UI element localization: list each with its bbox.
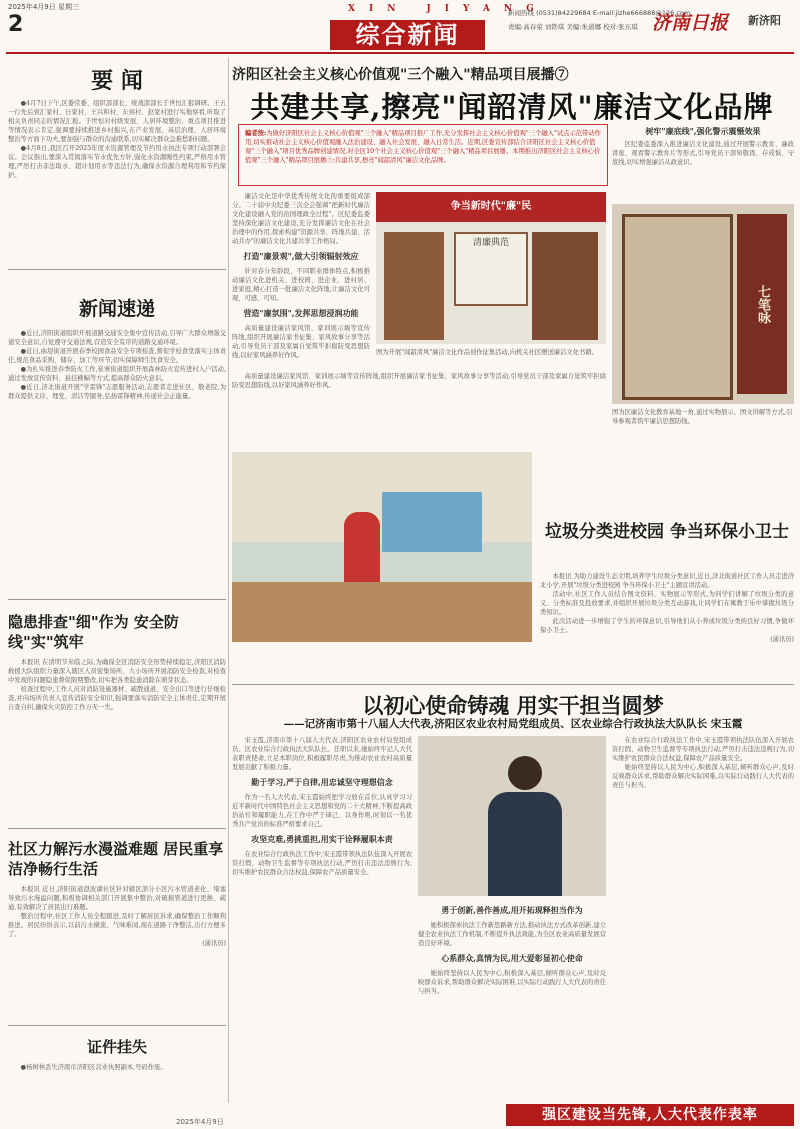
feature-photo-1-caption: 图为开展"闻韶清风"廉洁文化作品创作征集活动,向机关社区赠送廉洁文化书籍。	[376, 349, 598, 356]
feature2-subhead: 攻坚克难,勇挑重担,用实干诠释履职本责	[251, 834, 393, 844]
vertical-banner: 七笔咏	[737, 214, 787, 394]
feature-subhead: 营造"廉氛围",发挥思想浸润功能	[243, 308, 359, 318]
feature2-subtitle: ——记济南市第十八届人大代表,济阳区农业农村局党组成员、区农业综合行政执法大队队长 宋玉霞	[283, 718, 743, 730]
feature2-subhead: 勤于学习,严于自律,用忠诚坚守理想信念	[251, 777, 393, 787]
classroom-photo	[232, 452, 532, 642]
feature-photo-2-caption: 图为区廉洁文化教育基地一角,通过实物展示、图文讲解等方式,引导参观者筑牢廉洁思想防线。	[612, 409, 793, 425]
kuaidi-body	[8, 329, 226, 599]
kuaidi-paragraph: ●近日,济阳街道组织开展道路交通安全集中宣传活动,引导广大群众增强交通安全意识,自觉遵守交通法规,营造安全有序的道路交通环境。	[8, 330, 226, 346]
divider	[8, 1025, 226, 1026]
feature2-paragraph: 在农业综合行政执法工作中,宋玉霞带领执法队伍深入开展农资打假、动物卫生监督等专项执法行动,严厉打击违法违规行为,切实维护农民群众合法权益,保障农产品质量安全。	[612, 737, 794, 762]
header-divider	[6, 52, 794, 54]
feature2-paragraph: 她始终坚持以人民为中心,积极深入基层,倾听群众心声,及时反映群众诉求,帮助群众解决实际困难,以实际行动践行人大代表的责任与担当。	[418, 970, 606, 995]
wall-panel	[622, 214, 733, 400]
feature-subhead: 打造"廉景观",做大引领辐射效应	[243, 251, 359, 261]
shelf	[532, 232, 598, 340]
feature2-col2	[418, 900, 606, 1105]
feature2-col3	[612, 736, 794, 1096]
divider	[8, 828, 226, 829]
editors-line: 责编:高春荣 刘铁琪 美编:朱道娜 校对:张东琪	[508, 23, 638, 31]
bottom-banner: 强区建设当先锋,人大代表作表率	[506, 1104, 794, 1126]
zhengshu-body	[8, 1063, 226, 1072]
yaowen-paragraph: ●4月7日下午,区委常委、组织部部长、统战部部长于世恒汇报调研。王五一行先后到汇家村、日家村、王兴和村、东侯村、赵家村进行实地察看,听取了相关负责同志的情况汇报。于世恒对村级发展、人居环境整治、重点项目推进等情况表示肯定,强调要持续推进乡村振兴,在产业发展、基层治理、人居环境整治等方面下功夫,要加强与群众的沟通联系,切实解决群众急难愁盼问题。	[8, 100, 226, 143]
feature2-subhead: 勇于创新,善作善成,用开拓现释担当作为	[441, 905, 583, 915]
divider	[232, 684, 794, 685]
masthead-logo: 济南日报	[652, 12, 729, 34]
feature-photo-2	[612, 204, 794, 404]
kuaidi-paragraph: ●近日,曲堤街道开展春季校园食品安全专项检查,督促学校食堂落实主体责任,规范食品采购、储存、加工等环节,切实保障师生饮食安全。	[8, 348, 226, 364]
feature-paragraph: 高质量建设廉洁家风馆、家训展示墙等宣传阵地,组织开展廉洁家书征集、家风故事分享等活动,引导党员干部及家属自觉筑牢拒腐防变思想防线,以好家风涵养好作风。	[232, 373, 606, 389]
column-rule	[228, 58, 229, 1103]
trash-body	[540, 572, 794, 672]
feature-paragraph: 廉洁文化是中华优秀传统文化的重要组成部分。二十届中央纪委三次全会强调"把新时代廉洁文化建设融入党的治国理政全过程"。区纪委监委坚持深化廉洁文化建设,充分发挥廉洁文化在社会治理中的作用,探索构建"资源共享、阵地共建、活动共办"的廉洁文化共建共享工作格局。	[232, 193, 370, 245]
feature2-paragraph: 作为一名人大代表,宋玉霞始终把学习放在首位,认真学习习近平新时代中国特色社会主义思想和党的二十大精神,不断提高政治站位和履职能力,在工作中严于律己、以身作则,时刻以一名优秀共产党员的标准严格要求自己。	[232, 794, 412, 828]
divider	[8, 269, 226, 270]
yaowen-paragraph: ●4月8日,我区召开2025年度水资源管理及节约用水执法专项行动部署会议。会议指出,要深入贯彻落实节水优先方针,强化水资源刚性约束,严格用水管理,严厉打击非法取水、超计划用水等违法行为,确保水资源合理利用和节约保护。	[8, 145, 226, 179]
shequ-body	[8, 885, 226, 1025]
trash-paragraph: 活动中,社区工作人员结合图文资料、实物展示等形式,为同学们讲解了垃圾分类的意义、分类标准及投放要求,并组织开展垃圾分类互动游戏,让同学们在寓教于乐中掌握垃圾分类知识。	[540, 591, 794, 616]
page-number: 2	[8, 12, 24, 37]
feature2-paragraph: 她积极探索执法工作新思路新方法,推动执法方式改革创新,建立健全农业执法工作机制,不断提升执法效能,为全区农业高质量发展营造良好环境。	[418, 922, 606, 947]
yinhuan-title: 隐患排查"细"作为 安全防线"实"筑牢	[8, 613, 179, 651]
left-column	[8, 58, 226, 1108]
contact-info: 新闻热线 (0531)84229684 E-mail:jizhe666888@126.com	[508, 9, 691, 17]
editor-note-box	[238, 124, 608, 186]
zhengshu-paragraph: ●杨树林丢失济南市济阳区营业执照副本,号码作废。	[20, 1064, 167, 1071]
shequ-paragraph: 整治过程中,社区工作人员全程跟进,及时了解居民诉求,确保整治工作顺利推进。居民纷纷表示,以前污水横流、气味难闻,现在道路干净整洁,出行方便多了。	[8, 913, 226, 938]
feature-kicker: 济阳区社会主义核心价值观"三个融入"精品项目展播⑦	[232, 67, 569, 83]
masthead-subtitle: 新济阳	[748, 14, 781, 27]
shelf	[384, 232, 444, 340]
body	[488, 792, 562, 896]
zhengshu-title: 证件挂失	[86, 1038, 147, 1056]
feature2-paragraph: 她始终坚持以人民为中心,积极深入基层,倾听群众心声,及时反映群众诉求,帮助群众解决实际困难,以实际行动践行人大代表的责任与担当。	[612, 764, 794, 789]
feature-body-col2	[232, 372, 606, 444]
yinhuan-body	[8, 658, 226, 828]
kuaidi-title: 新闻速递	[78, 298, 155, 320]
desks	[232, 582, 532, 642]
footer-date: 2025年4月9日	[176, 1118, 224, 1126]
shequ-title: 社区力解污水漫溢难题 居民重享洁净畅行生活	[8, 840, 224, 878]
photo-board: 清廉典范	[454, 232, 528, 306]
yinhuan-paragraph: 本报讯 在清明节来临之际,为确保全区消防安全形势持续稳定,济阳区消防救援大队组织力量深入辖区人员密集场所、九小场所开展消防安全检查,对检查中发现的问题隐患督促限期整改,切实把各类隐患消除在萌芽状态。	[8, 659, 226, 684]
feature-photo-1	[376, 192, 606, 344]
screen	[382, 492, 482, 552]
right-body	[612, 140, 794, 200]
feature-title: 共建共享,擦亮"闻韶清风"廉洁文化品牌	[250, 90, 774, 124]
trash-author: (通讯员)	[770, 636, 794, 643]
feature2-col1	[232, 736, 412, 1106]
shequ-author: (通讯员)	[202, 940, 226, 947]
kuaidi-paragraph: ●近日,济北街道开展"学雷锋"志愿服务活动,志愿者走进社区、敬老院,为群众提供义诊、理发、清洁等服务,弘扬雷锋精神,传递社会正能量。	[8, 384, 226, 400]
editor-note-text: 为做好济阳区社会主义核心价值观"三个融入"精品项目推广工作,充分发挥社会主义核心价值观"三个融入"试点示范带动作用,切实推动社会主义核心价值观融入法治建设、融入社会发展、融入日常生活。近期,区委宣传部结合济阳区社会主义核心价值观"三个融入"项目优秀品牌创建情况,对全区10个社会主义核心价值观"三个融入"精品项目展播。本期推出济阳区社会主义核心价值观"三个融入"精品项目展播⑦:共建共享,擦亮"闻韶清风"廉洁文化品牌。	[245, 130, 601, 164]
right-paragraph: 区纪委监委深入推进廉洁文化建设,通过开展警示教育、廉政讲座、观看警示教育片等形式,引导党员干部知敬畏、存戒惧、守底线,切实增强廉洁从政意识。	[612, 141, 794, 166]
yinhuan-paragraph: 检查过程中,工作人员对消防设施器材、疏散通道、安全出口等进行仔细检查,并向场所负责人宣传消防安全知识,强调要落实消防安全主体责任,定期开展自查自纠,确保火灾防控工作万无一失。	[8, 686, 226, 711]
right-subhead: 树牢"廉底线",强化警示震慑效果	[645, 126, 761, 136]
section-title: 综合新闻	[330, 20, 485, 50]
trash-paragraph: 本报讯 为助力建设生态文明,培养学生垃圾分类意识,近日,济北街道社区工作人员走进济北小学,开展"垃圾分类进校园 争当环保小卫士"主题宣讲活动。	[540, 573, 794, 589]
editor-note-label: 编者按:	[245, 130, 267, 137]
portrait-photo	[418, 736, 606, 896]
feature2-title: 以初心使命铸魂 用实干担当圆梦	[362, 693, 664, 718]
trash-title: 垃圾分类进校园 争当环保小卫士	[545, 522, 789, 542]
feature2-paragraph: 在农业综合行政执法工作中,宋玉霞带领执法队伍深入开展农资打假、动物卫生监督等专项执法行动,严厉打击违法违规行为,切实维护农民群众合法权益,保障农产品质量安全。	[232, 851, 412, 876]
yaowen-body	[8, 99, 226, 269]
feature2-subhead: 心系群众,真情为民,用大爱彰显初心使命	[441, 953, 583, 963]
yaowen-title: 要 闻	[91, 68, 143, 94]
photo-banner: 争当新时代"廉"民	[376, 192, 606, 222]
section-pinyin: XIN JIYANG	[348, 4, 548, 14]
shequ-paragraph: 本报讯 近日,济阳街道澄波湖社区针对辖区部分小区污水管道老化、堵塞导致污水漫溢问题,积极协调相关部门开展集中整治,对破损管道进行更换、疏通,有效解决了居民出行难题。	[8, 886, 226, 911]
trash-paragraph: 此次活动进一步增强了学生的环保意识,引导他们从小养成垃圾分类的良好习惯,争做环保小卫士。	[540, 618, 794, 634]
issue-date: 2025年4月9日 星期三	[8, 3, 79, 11]
divider	[8, 599, 226, 600]
feature-paragraph: 高质量建设廉洁家风馆、家训展示墙等宣传阵地,组织开展廉洁家书征集、家风故事分享等活动,引导党员干部及家属自觉筑牢拒腐防变思想防线,以好家风涵养好作风。	[232, 325, 370, 359]
feature2-paragraph: 宋玉霞,济南市第十八届人大代表,济阳区农业农村局党组成员、区农业综合行政执法大队队长。任职以来,她始终牢记人大代表职责使命,立足本职岗位,积极履职尽责,为推动农业农村高质量发展贡献了积极力量。	[232, 737, 412, 771]
kuaidi-paragraph: ●为扎实推进春季防火工作,崔寨街道组织开展森林防火宣传进村入户活动,通过发放宣传资料、悬挂横幅等方式,提高群众防火意识。	[8, 366, 226, 382]
feature-paragraph: 针对春分年龄段、不同职业群体特点,积极推动廉洁文化进机关、进校园、进企业、进村居、进家庭,精心打造一批廉洁文化阵地,让廉洁文化可观、可感、可知。	[232, 268, 370, 302]
head	[508, 756, 542, 790]
